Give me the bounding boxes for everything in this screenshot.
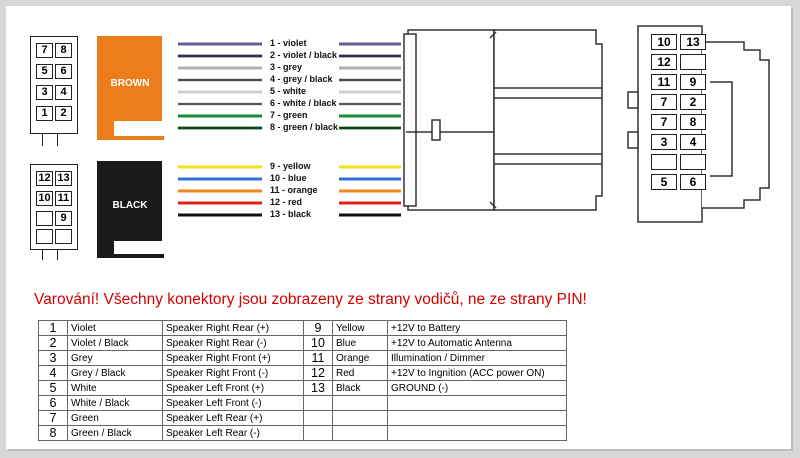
- table-cell: 5: [39, 381, 68, 396]
- diagram-frame: [6, 6, 791, 449]
- warning-text: Varování! Všechny konektory jsou zobrazeny ze strany vodičů, ne ze strany PIN!: [34, 291, 587, 308]
- table-cell: +12V to Ingnition (ACC power ON): [388, 366, 567, 381]
- table-cell: Illumination / Dimmer: [388, 351, 567, 366]
- table-cell: [304, 426, 333, 441]
- table-cell: 1: [39, 321, 68, 336]
- iso-pin: 6: [680, 174, 706, 190]
- table-cell: [304, 411, 333, 426]
- table-cell: Blue: [333, 336, 388, 351]
- wire-label: 12 - red: [270, 197, 303, 207]
- iso-pin: [651, 154, 677, 170]
- table-cell: Violet / Black: [68, 336, 163, 351]
- brown-pin: 8: [55, 43, 72, 58]
- table-cell: Speaker Left Front (-): [163, 396, 304, 411]
- brown-label: BROWN: [110, 78, 150, 89]
- table-cell: Violet: [68, 321, 163, 336]
- table-cell: 6: [39, 396, 68, 411]
- iso-pin: 5: [651, 174, 677, 190]
- table-cell: +12V to Battery: [388, 321, 567, 336]
- table-cell: Black: [333, 381, 388, 396]
- table-row: [39, 381, 567, 396]
- wire-label: 5 - white: [270, 86, 307, 96]
- wire-label: 10 - blue: [270, 173, 307, 183]
- wire-label: 2 - violet / black: [270, 50, 338, 60]
- table-cell: 12: [304, 366, 333, 381]
- table-cell: 7: [39, 411, 68, 426]
- table-cell: GROUND (-): [388, 381, 567, 396]
- table-cell: Grey: [68, 351, 163, 366]
- brown-pin: 6: [55, 64, 72, 79]
- table-cell: Speaker Right Front (-): [163, 366, 304, 381]
- table-cell: 3: [39, 351, 68, 366]
- black-label: BLACK: [112, 200, 148, 211]
- table-row: [39, 351, 567, 366]
- iso-pin: 9: [680, 74, 706, 90]
- iso-pin: 2: [680, 94, 706, 110]
- iso-pin: 4: [680, 134, 706, 150]
- table-cell: Speaker Left Front (+): [163, 381, 304, 396]
- table-cell: White: [68, 381, 163, 396]
- wire-label: 7 - green: [270, 110, 308, 120]
- iso-pin: 8: [680, 114, 706, 130]
- table-cell: 11: [304, 351, 333, 366]
- table-cell: Speaker Right Rear (+): [163, 321, 304, 336]
- iso-pin: [680, 54, 706, 70]
- brown-pin: 3: [36, 85, 53, 100]
- wire-label: 3 - grey: [270, 62, 303, 72]
- table-cell: Orange: [333, 351, 388, 366]
- table-cell: +12V to Automatic Antenna: [388, 336, 567, 351]
- wire-label: 8 - green / black: [270, 122, 339, 132]
- iso-pin: 11: [651, 74, 677, 90]
- table-cell: [304, 396, 333, 411]
- iso-pin: 7: [651, 114, 677, 130]
- black-pin: 13: [55, 171, 72, 186]
- table-cell: Speaker Right Front (+): [163, 351, 304, 366]
- iso-pin: 3: [651, 134, 677, 150]
- table-row: [39, 336, 567, 351]
- table-cell: 8: [39, 426, 68, 441]
- brown-pin: 4: [55, 85, 72, 100]
- table-cell: 2: [39, 336, 68, 351]
- black-pin: 11: [55, 191, 72, 206]
- wire-label: 6 - white / black: [270, 98, 337, 108]
- table-cell: Red: [333, 366, 388, 381]
- iso-pin: 10: [651, 34, 677, 50]
- brown-pin: 5: [36, 64, 53, 79]
- wire-label: 9 - yellow: [270, 161, 311, 171]
- table-cell: Green: [68, 411, 163, 426]
- iso-pin: 7: [651, 94, 677, 110]
- table-cell: White / Black: [68, 396, 163, 411]
- black-pin: 12: [36, 171, 53, 186]
- brown-pin: 1: [36, 106, 53, 121]
- table-cell: [333, 411, 388, 426]
- table-row: [39, 321, 567, 336]
- pin-table: [38, 320, 567, 441]
- table-row: [39, 411, 567, 426]
- table-cell: 10: [304, 336, 333, 351]
- table-row: [39, 366, 567, 381]
- table-cell: Grey / Black: [68, 366, 163, 381]
- table-cell: 4: [39, 366, 68, 381]
- table-row: [39, 426, 567, 441]
- table-row: [39, 396, 567, 411]
- table-cell: 13: [304, 381, 333, 396]
- table-cell: [388, 396, 567, 411]
- table-cell: [333, 396, 388, 411]
- wire-label: 1 - violet: [270, 38, 307, 48]
- table-cell: [388, 411, 567, 426]
- connector-side-view: [396, 24, 611, 224]
- brown-pin: 7: [36, 43, 53, 58]
- table-cell: Yellow: [333, 321, 388, 336]
- brown-pin: 2: [55, 106, 72, 121]
- iso-pin: [680, 154, 706, 170]
- table-cell: [333, 426, 388, 441]
- wire-bundle: [6, 6, 406, 266]
- iso-pin: 12: [651, 54, 677, 70]
- table-cell: Speaker Right Rear (-): [163, 336, 304, 351]
- table-cell: 9: [304, 321, 333, 336]
- table-cell: Speaker Left Rear (+): [163, 411, 304, 426]
- table-cell: Speaker Left Rear (-): [163, 426, 304, 441]
- black-pin: 10: [36, 191, 53, 206]
- iso-pin: 13: [680, 34, 706, 50]
- black-pin: 9: [55, 211, 72, 226]
- table-cell: [388, 426, 567, 441]
- wire-label: 4 - grey / black: [270, 74, 333, 84]
- table-cell: Green / Black: [68, 426, 163, 441]
- wire-label: 13 - black: [270, 209, 312, 219]
- wire-label: 11 - orange: [270, 185, 318, 195]
